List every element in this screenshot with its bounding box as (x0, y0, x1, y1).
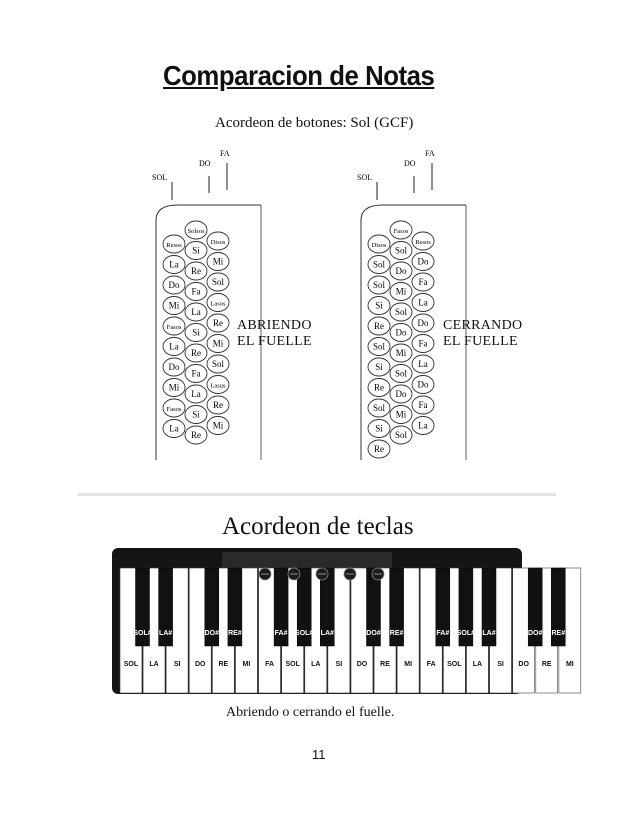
close-button-label: Fasos (393, 228, 409, 235)
open-button-label: Do (168, 280, 180, 290)
black-key-label: LA# (482, 630, 496, 637)
white-key-label: MI (565, 661, 574, 668)
black-key-label: LA# (320, 630, 334, 637)
open-button-label: Si (192, 327, 200, 338)
open-button-label: Si (192, 409, 200, 420)
page-title: Comparacion de Notas (163, 60, 435, 91)
close-button-label: Fa (418, 400, 428, 410)
open-button-label: La (169, 423, 179, 434)
white-key-label: FA (426, 661, 436, 668)
black-key-label: SOL# (295, 630, 314, 637)
white-key-label: FA (265, 661, 275, 668)
open-button-label: La (191, 389, 201, 399)
open-button-label: Mi (212, 338, 224, 349)
open-button-label: Lasos (210, 300, 226, 308)
close-button-label: Sol (394, 307, 408, 317)
page-subtitle: Acordeon de botones: Sol (GCF) (215, 115, 414, 131)
close-button-label: Do (395, 327, 407, 338)
black-key-label: FA# (274, 630, 288, 637)
open-button-label: Re (213, 318, 223, 328)
open-button-label: Do (168, 362, 180, 372)
close-button-label: Si (375, 423, 383, 434)
close-button-label: Do (395, 266, 407, 276)
open-button-label: La (191, 307, 201, 317)
open-button-label: Lasus (210, 382, 226, 390)
close-button-label: Sol (372, 259, 386, 270)
open-bass-label: SOL (152, 173, 168, 182)
white-key-label: RE (380, 661, 390, 668)
black-key-label: RE# (551, 630, 566, 637)
close-button-label: Re (374, 321, 384, 331)
open-button-label: Fasos (166, 406, 182, 413)
open-button-label: Fa (191, 286, 201, 297)
white-key-label: DO (356, 661, 368, 668)
close-action-label-2: EL FUELLE (443, 334, 518, 349)
open-bass-label: DO (199, 159, 211, 168)
close-button-label: Mi (395, 286, 407, 297)
open-button-label: La (169, 259, 179, 270)
white-key-label: LA (149, 661, 159, 668)
white-key-label: MI (242, 661, 251, 668)
black-key-label: DO# (204, 630, 220, 637)
page-number: 11 (312, 747, 326, 762)
white-key-label: SOL (123, 661, 139, 668)
white-key-label: LA (311, 661, 321, 668)
close-button-label: Sol (394, 430, 408, 440)
keyboard-heading: Acordeon de teclas (222, 513, 414, 540)
close-button-label: La (418, 420, 428, 431)
close-button-label: Re (374, 382, 384, 393)
white-key-label: DO (195, 661, 206, 668)
black-key-label: RE# (228, 630, 242, 637)
close-button-label: Do (395, 389, 407, 399)
open-button-label: Mi (212, 420, 224, 431)
black-key-label: SOL# (456, 630, 476, 637)
open-button-label: Si (192, 245, 200, 256)
close-button-label: Sol (394, 368, 408, 379)
white-key-label: SI (335, 661, 343, 668)
keyboard-caption: Abriendo o cerrando el fuelle. (226, 705, 395, 720)
black-key-label: DO# (527, 630, 543, 637)
close-button-label: Fa (418, 277, 428, 287)
white-key-label: DO (518, 661, 529, 668)
black-key-label: LA# (158, 630, 173, 637)
close-button-label: Sol (394, 245, 408, 256)
close-button-label: Sol (372, 341, 386, 352)
open-button-label: Sol (211, 359, 225, 369)
close-button-label: Fa (418, 338, 428, 349)
white-key-label: SOL (285, 661, 300, 668)
keyboard-top-panel (222, 552, 392, 570)
open-action-label-2: EL FUELLE (237, 334, 312, 349)
open-button-label: Resos (166, 242, 182, 249)
close-button-label: Disos (371, 242, 387, 249)
close-button-label: Do (417, 256, 429, 267)
close-button-label: Do (417, 379, 429, 390)
black-key-label: RE# (389, 630, 404, 637)
close-button-label: Do (417, 318, 429, 328)
open-button-label: Re (191, 266, 201, 276)
close-button-label: Resos (415, 239, 431, 246)
open-button-label: La (169, 341, 179, 352)
white-key-label: SI (173, 661, 181, 668)
black-key-label: DO# (366, 630, 381, 637)
white-key-label: SI (497, 661, 504, 668)
close-button-label: Re (374, 444, 384, 454)
open-bass-label: FA (220, 149, 230, 158)
white-key-label: MI (404, 661, 413, 668)
open-action-label-1: ABRIENDO (237, 318, 312, 333)
open-button-label: Mi (212, 256, 224, 267)
close-button-label: La (418, 359, 428, 369)
white-key-label: SOL (447, 661, 462, 668)
open-button-label: Mi (168, 382, 180, 393)
open-button-label: Fa (191, 368, 201, 379)
close-button-label: La (418, 297, 428, 308)
close-bass-label: FA (425, 149, 435, 158)
close-bass-label: SOL (357, 173, 373, 182)
open-button-label: Re (213, 400, 223, 410)
close-button-label: Mi (395, 348, 407, 358)
close-bass-label: DO (404, 159, 416, 168)
close-button-label: Mi (395, 409, 407, 420)
close-button-label: Sol (372, 280, 386, 290)
close-action-label-1: CERRANDO (443, 318, 523, 333)
white-key-label: RE (541, 661, 552, 668)
open-button-label: Re (191, 348, 201, 358)
white-key-label: RE (218, 661, 229, 668)
open-button-label: Sol (211, 277, 225, 287)
open-button-label: Re (191, 430, 201, 440)
white-key-label: LA (472, 661, 483, 668)
open-button-label: Disos (210, 239, 226, 246)
open-button-label: Mi (168, 300, 180, 311)
open-button-label: Fasos (166, 324, 182, 331)
close-button-label: Si (375, 362, 383, 372)
black-key-label: FA# (436, 630, 450, 637)
close-button-label: Si (375, 300, 383, 311)
open-button-label: Solsos (187, 228, 205, 235)
black-key-label: SOL# (133, 630, 152, 637)
close-button-label: Sol (372, 403, 386, 413)
